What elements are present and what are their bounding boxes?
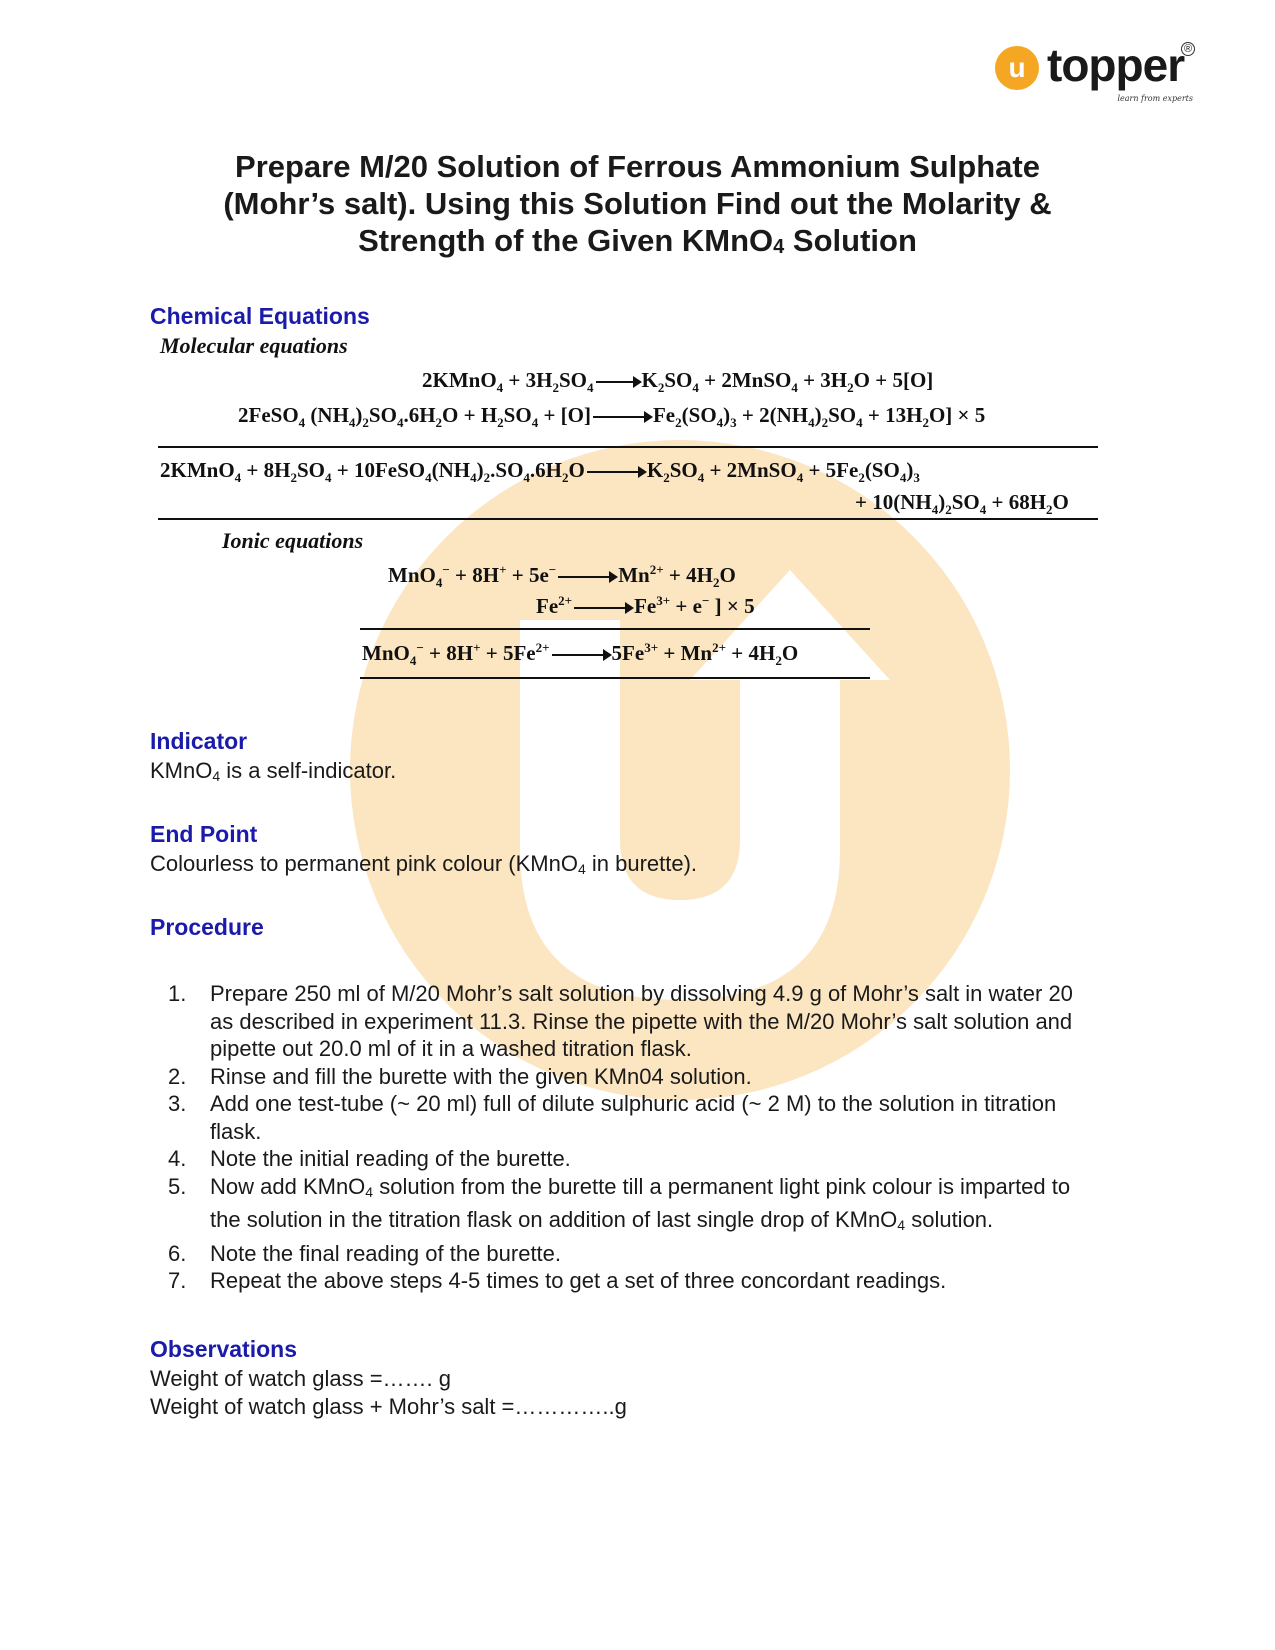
observation-line-2: Weight of watch glass + Mohr’s salt =…………..g — [150, 1394, 627, 1419]
registered-mark: ® — [1181, 42, 1195, 56]
ionic-divider-2 — [360, 677, 870, 679]
equation-divider-1 — [158, 446, 1098, 448]
procedure-step-5: 5. Now add KMnO4 solution from the burette till a permanent light pink colour is imparted to the solution in the titration flask on addition of last single drop of KMnO4 solution. — [168, 1173, 1071, 1233]
indicator-text: KMnO4 is a self-indicator. — [150, 758, 397, 784]
ionic-equation-2: $Fe^{2+}$ $Fe^{3+} + e^-$ ] × 5 — [536, 593, 755, 618]
equation-divider-2 — [158, 518, 1098, 520]
procedure-heading: Procedure — [150, 914, 264, 940]
ionic-equations-label: Ionic equations — [222, 528, 364, 553]
procedure-step-1: 1. Prepare 250 ml of M/20 Mohr’s salt solution by dissolving 4.9 g of Mohr’s salt in water 20 as described in experiment 11.3. Rinse the pipette with the M/20 Mohr’s salt solution and pipette out 20.0 ml of it in a washed titration flask. — [168, 981, 1073, 1061]
ionic-equation-overall: $MnO_4^- + 8H^+ + 5Fe^{2+}$ $5Fe^{3+} + Mn^{2+} + 4H_2O$ — [362, 640, 799, 669]
molecular-equation-overall-cont: + $10(NH_4)_2SO_4 + 68H_2O$ — [855, 490, 1069, 518]
procedure-list — [160, 980, 1100, 1295]
topper-logo[interactable] — [995, 38, 1195, 108]
chemical-equations-heading: Chemical Equations — [150, 303, 370, 329]
procedure-step-6: 6. Note the final reading of the burette. — [168, 1240, 562, 1266]
molecular-equations-label: Molecular equations — [160, 333, 348, 358]
logo-text: topper — [1047, 39, 1185, 91]
procedure-step-2: 2. Rinse and fill the burette with the given KMn04 solution. — [168, 1063, 752, 1089]
molecular-equation-overall: 2KMnO$_4$ + $8H_2SO_4$ + $10FeSO_4(NH_4)_2.SO_4.6H_2O$ $K_2SO_4$ + 2MnSO$_4$ + $5Fe_2(SO_4)_3$ — [160, 458, 920, 486]
procedure-step-3: 3. Add one test-tube (~ 20 ml) full of dilute sulphuric acid (~ 2 M) to the solution in titration flask. — [168, 1091, 1057, 1144]
ionic-divider-1 — [360, 628, 870, 630]
procedure-step-7: 7. Repeat the above steps 4-5 times to get a set of three concordant readings. — [168, 1268, 947, 1293]
molecular-equation-1: 2KMnO$_4$ + $3H_2SO_4$ $K_2SO_4$ + 2MnSO$_4$ + $3H_2O + 5[O]$ — [422, 368, 934, 396]
indicator-heading: Indicator — [150, 728, 248, 754]
observations-heading: Observations — [150, 1336, 297, 1362]
end-point-heading: End Point — [150, 821, 258, 847]
molecular-equation-2: 2FeSO$_4$ $(NH_4)_2SO_4.6H_2O + H_2SO_4 + [O] Fe_2(SO_4)_3 + 2(NH_4)_2SO_4 + 13H_2O] \times 5$ — [238, 403, 986, 431]
logo-tagline: learn from experts — [1117, 94, 1193, 103]
logo-u-icon: u — [995, 46, 1039, 90]
observation-line-1: Weight of watch glass =……. g — [150, 1366, 452, 1391]
page-title: Prepare M/20 Solution of Ferrous Ammonium Sulphate (Mohr’s salt). Using this Solution Find out the Molarity & Strength of the Given KMnO4 Solution — [223, 149, 1052, 258]
procedure-step-4: 4. Note the initial reading of the burette. — [168, 1146, 571, 1171]
ionic-equation-1: MnO$_4$− + 8H+ + 5e− $Mn^{2+} + 4H_2O$ — [388, 562, 736, 591]
end-point-text: Colourless to permanent pink colour (KMnO4 in burette). — [150, 851, 698, 877]
